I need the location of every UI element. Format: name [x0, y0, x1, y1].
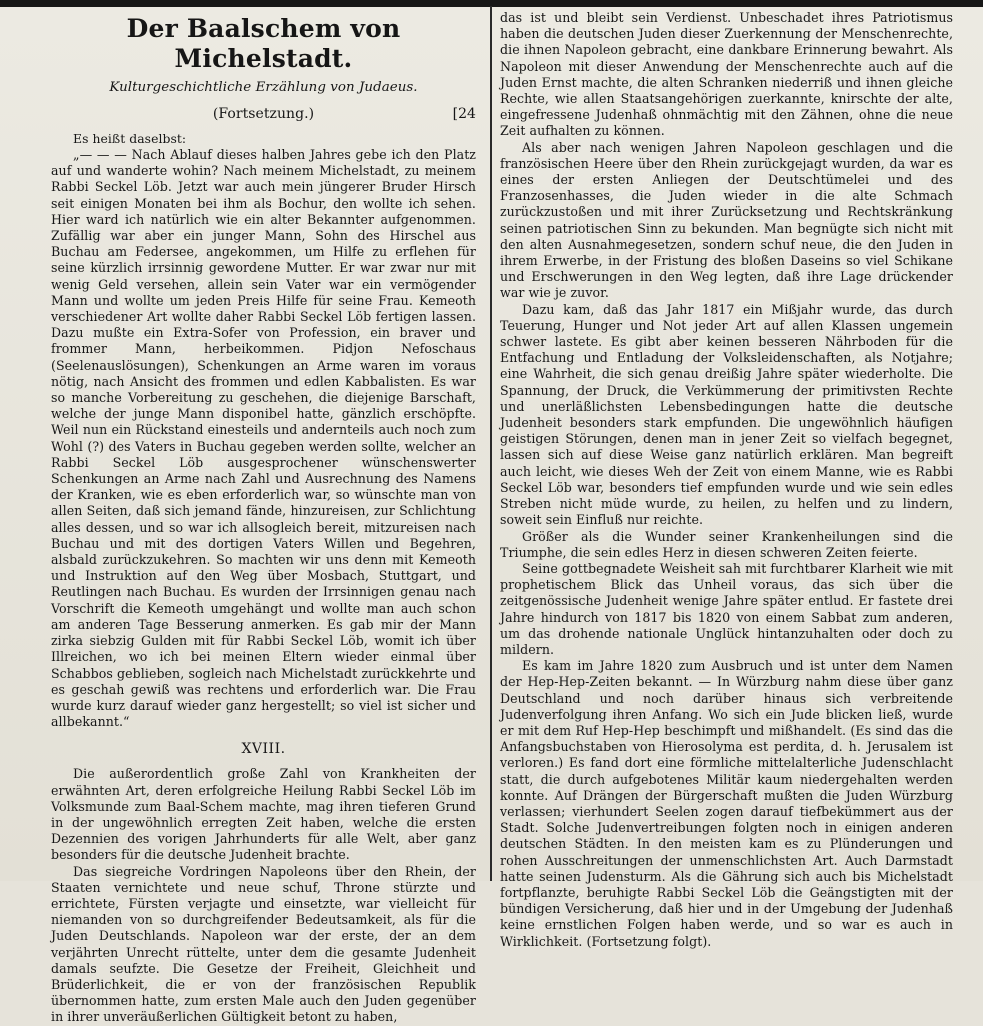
left-column	[51, 10, 476, 1025]
right-paragraph: Seine gottbegnadete Weisheit sah mit furchtbarer Klarheit wie mit prophetischem Blick das Unheil voraus, das sich über die zeitgenössische Judenheit wenige Jahre später entlud. Er fastete drei Jahre hindurch von 1817 bis 1820 von einem Sabbat zum anderen, um das drohende nationale Unglück hintanzuhalten oder doch zu mildern.	[500, 560, 953, 657]
right-paragraph: Größer als die Wunder seiner Krankenheilungen sind die Triumphe, die sein edles Herz in diesen schweren Zeiten feierte.	[500, 528, 953, 560]
chapter-heading: XVIII.	[241, 741, 286, 758]
chapter-paragraph: Die außerordentlich große Zahl von Krankheiten der erwähnten Art, deren erfolgreiche Heilung Rabbi Seckel Löb im Volksmunde zum Baal-Schem machte, mag ihren tieferen Grund in der ungewöhnlich erregten Zeit haben, welche die ersten Dezennien des vorigen Jahrhunderts für alle Welt, aber ganz besonders für die deutsche Judenheit brachte.	[51, 766, 476, 863]
right-column	[500, 10, 953, 949]
left-paragraph: „— — — Nach Ablauf dieses halben Jahres gebe ich den Platz auf und wanderte wohin? Nach meinem Michelstadt, zu meinem Rabbi Seckel Löb. Jetzt war auch mein jüngerer Bruder Hirsch seit einigen Monaten bei ihm als Bochur, den wollte ich sehen. Hier ward ich natürlich wie ein alter Bekannter aufgenommen. Zufällig war aber ein junger Mann, Sohn des Hirschel aus Buchau am Federsee, angekommen, um Hilfe zu erflehen für seine kürzlich irrsinnig gewordene Mutter. Er war zwar nur mit wenig Geld versehen, allein sein Vater war ein vermögender Mann und wollte um jeden Preis Hilfe für seine Frau. Kemeoth verschiedener Art wollte daher Rabbi Seckel Löb fertigen lassen. Dazu mußte ein Extra-Sofer von Profession, ein braver und frommer Mann, herbeikommen. Pidjon Nefoschaus (Seelenauslösungen), Schenkungen an Arme waren im voraus nötig, nach Ansicht des frommen und edlen Kabbalisten. Es war so manche Vorbereitung zu geschehen, die diejenige Barschaft, welche der junge Mann disponibel hatte, gänzlich erschöpfte. Weil nun ein Rückstand einesteils und andernteils auch noch zum Wohl (?) des Vaters in Buchau gegeben werden sollte, welcher an Rabbi Seckel Löb ausgesprochener wünschenswerter Schenkungen an Arme nach Zahl und Ausrechnung des Namens der Kranken, wie es eben erforderlich war, so wünschte man von allen Seiten, daß sich jemand fände, hinzureisen, zur Schlichtung alles dessen, und so war ich allsogleich bereit, mitzureisen nach Buchau und mit des dortigen Vaters Willen und Begehren, alsbald zurückzukehren. So machten wir uns denn mit Kemeoth und Instruktion auf den Weg über Mosbach, Stuttgart, und Reutlingen nach Buchau. Es wurden der Irrsinnigen genau nach Vorschrift die Kemeoth umgehängt und wollte man auch schon am anderen Tage Besserung anmerken. Es gab mir der Mann zirka siebzig Gulden mit für Rabbi Seckel Löb, womit ich über Illreichen, wo ich bei meinen Eltern wieder einmal über Schabbos geblieben, sogleich nach Michelstadt zurückkehrte und es geschah gewiß was rechtens und erforderlich war. Die Frau wurde kurz darauf wieder ganz hergestellt; so viel ist sicher und allbekannt.“	[51, 147, 476, 730]
right-paragraph: das ist und bleibt sein Verdienst. Unbeschadet ihres Patriotismus haben die deutschen Juden dieser Zuerkennung der Menschenrechte, die ihnen Napoleon gebracht, eine dankbare Erinnerung bewahrt. Als Napoleon mit dieser Anwendung der Menschenrechte auch auf die Juden Ernst machte, die alten Schranken niederriß und ihnen gleiche Rechte, wie allen Staatsangehörigen zuerkannte, knirschte der alte, eingefressene Judenhaß ohnmächtig mit den Zähnen, ohne die neue Zeit aufhalten zu können.	[500, 10, 953, 139]
chapter-paragraph: Das siegreiche Vordringen Napoleons über den Rhein, der Staaten vernichtete und neue schuf, Throne stürzte und errichtete, Fürsten verjagte und einsetzte, war vielleicht für niemanden von so durchgreifender Bedeutsamkeit, als für die Juden Deutschlands. Napoleon war der erste, der an dem verjährten Unrecht rüttelte, unter dem die gesamte Judenheit damals seufzte. Die Gesetze der Freiheit, Gleichheit und Brüderlichkeit, die er von der französischen Republik übernommen hatte, zum ersten Male auch den Juden gegenüber in ihrer unveräußerlichen Gültigkeit betont zu haben,	[51, 863, 476, 1025]
right-paragraph: Es kam im Jahre 1820 zum Ausbruch und ist unter dem Namen der Hep-Hep-Zeiten bekannt. — In Würzburg nahm diese über ganz Deutschland und noch darüber hinaus sich verbreitende Judenverfolgung ihren Anfang. Wo sich ein Jude blicken ließ, wurde er mit dem Ruf Hep-Hep beschimpft und mißhandelt. (Es sind das die Anfangsbuchstaben von Hierosolyma est perdita, d. h. Jerusalem ist verloren.) Es fand dort eine förmliche mittelalterliche Judenschlacht statt, die durch aufgebotenes Militär kaum niedergehalten werden konnte. Auf Drängen der Bürgerschaft mußten die Juden Würzburg verlassen; vierhundert Seelen zogen darauf tiefbekümmert aus der Stadt. Solche Judenvertreibungen folgten noch in einigen anderen deutschen Städten. In den meisten kam es zu Plünderungen und rohen Ausschreitungen der unmenschlichsten Art. Auch Darmstadt hatte seinen Judensturm. Als die Gährung sich auch bis Michelstadt fortpflanzte, beruhigte Rabbi Seckel Löb die Geängstigten mit der bündigen Versicherung, daß hier und in der Umgebung der Judenhaß keine ernstlichen Folgen haben werde, und so war es auch in Wirklichkeit. (Fortsetzung folgt).	[500, 658, 953, 949]
page-number: [24	[452, 106, 476, 122]
continuation-row	[51, 104, 476, 125]
article-title: Der Baalschem von Michelstadt.	[126, 14, 401, 73]
right-paragraph: Als aber nach wenigen Jahren Napoleon geschlagen und die französischen Heere über den Rhein zurückgejagt wurden, da war es eines der ersten Anliegen der Deutschtümelei und des Franzosenhasses, die Juden wieder in die alte Schmach zurückzustoßen und mit ihrer Zurücksetzung und Rechtskränkung seinen patriotischen Sinn zu bekunden. Man begnügte sich nicht mit den alten Ausnahmegesetzen, sondern schuf neue, die den Juden in ihrem Erwerbe, in der Fristung des bloßen Daseins so viel Schikane und Erschwerungen in den Weg legten, daß ihre Lage drückender war wie je zuvor.	[500, 139, 953, 301]
intro-line: Es heißt daselbst:	[73, 131, 187, 146]
column-divider	[490, 6, 492, 881]
continuation-label: (Fortsetzung.)	[212, 106, 315, 122]
article-subtitle: Kulturgeschichtliche Erzählung von Judaeus.	[109, 80, 418, 95]
right-paragraph: Dazu kam, daß das Jahr 1817 ein Mißjahr wurde, das durch Teuerung, Hunger und Not jeder Art auf allen Klassen ungemein schwer lastete. Es gibt aber keinen besseren Nährboden für die Entfachung und Entladung der Volksleidenschaften, als Notjahre; eine Wahrheit, die sich genau dreißig Jahre später wiederholte. Die Spannung, der Druck, die Verkümmerung der primitivsten Rechte und unerläßlichsten Lebensbedingungen hatte die deutsche Judenheit besonders stark empfunden. Die ungewöhnlich häufigen geistigen Störungen, denen man in jener Zeit so vielfach begegnet, lassen sich auf diese Weise ganz natürlich erklären. Man begreift auch leicht, wie dieses Weh der Zeit von einem Manne, wie es Rabbi Seckel Löb war, besonders tief empfunden wurde und wie sein edles Streben nicht müde wurde, zu heilen, zu helfen und zu lindern, soweit sein Einfluß nur reichte.	[500, 301, 953, 528]
